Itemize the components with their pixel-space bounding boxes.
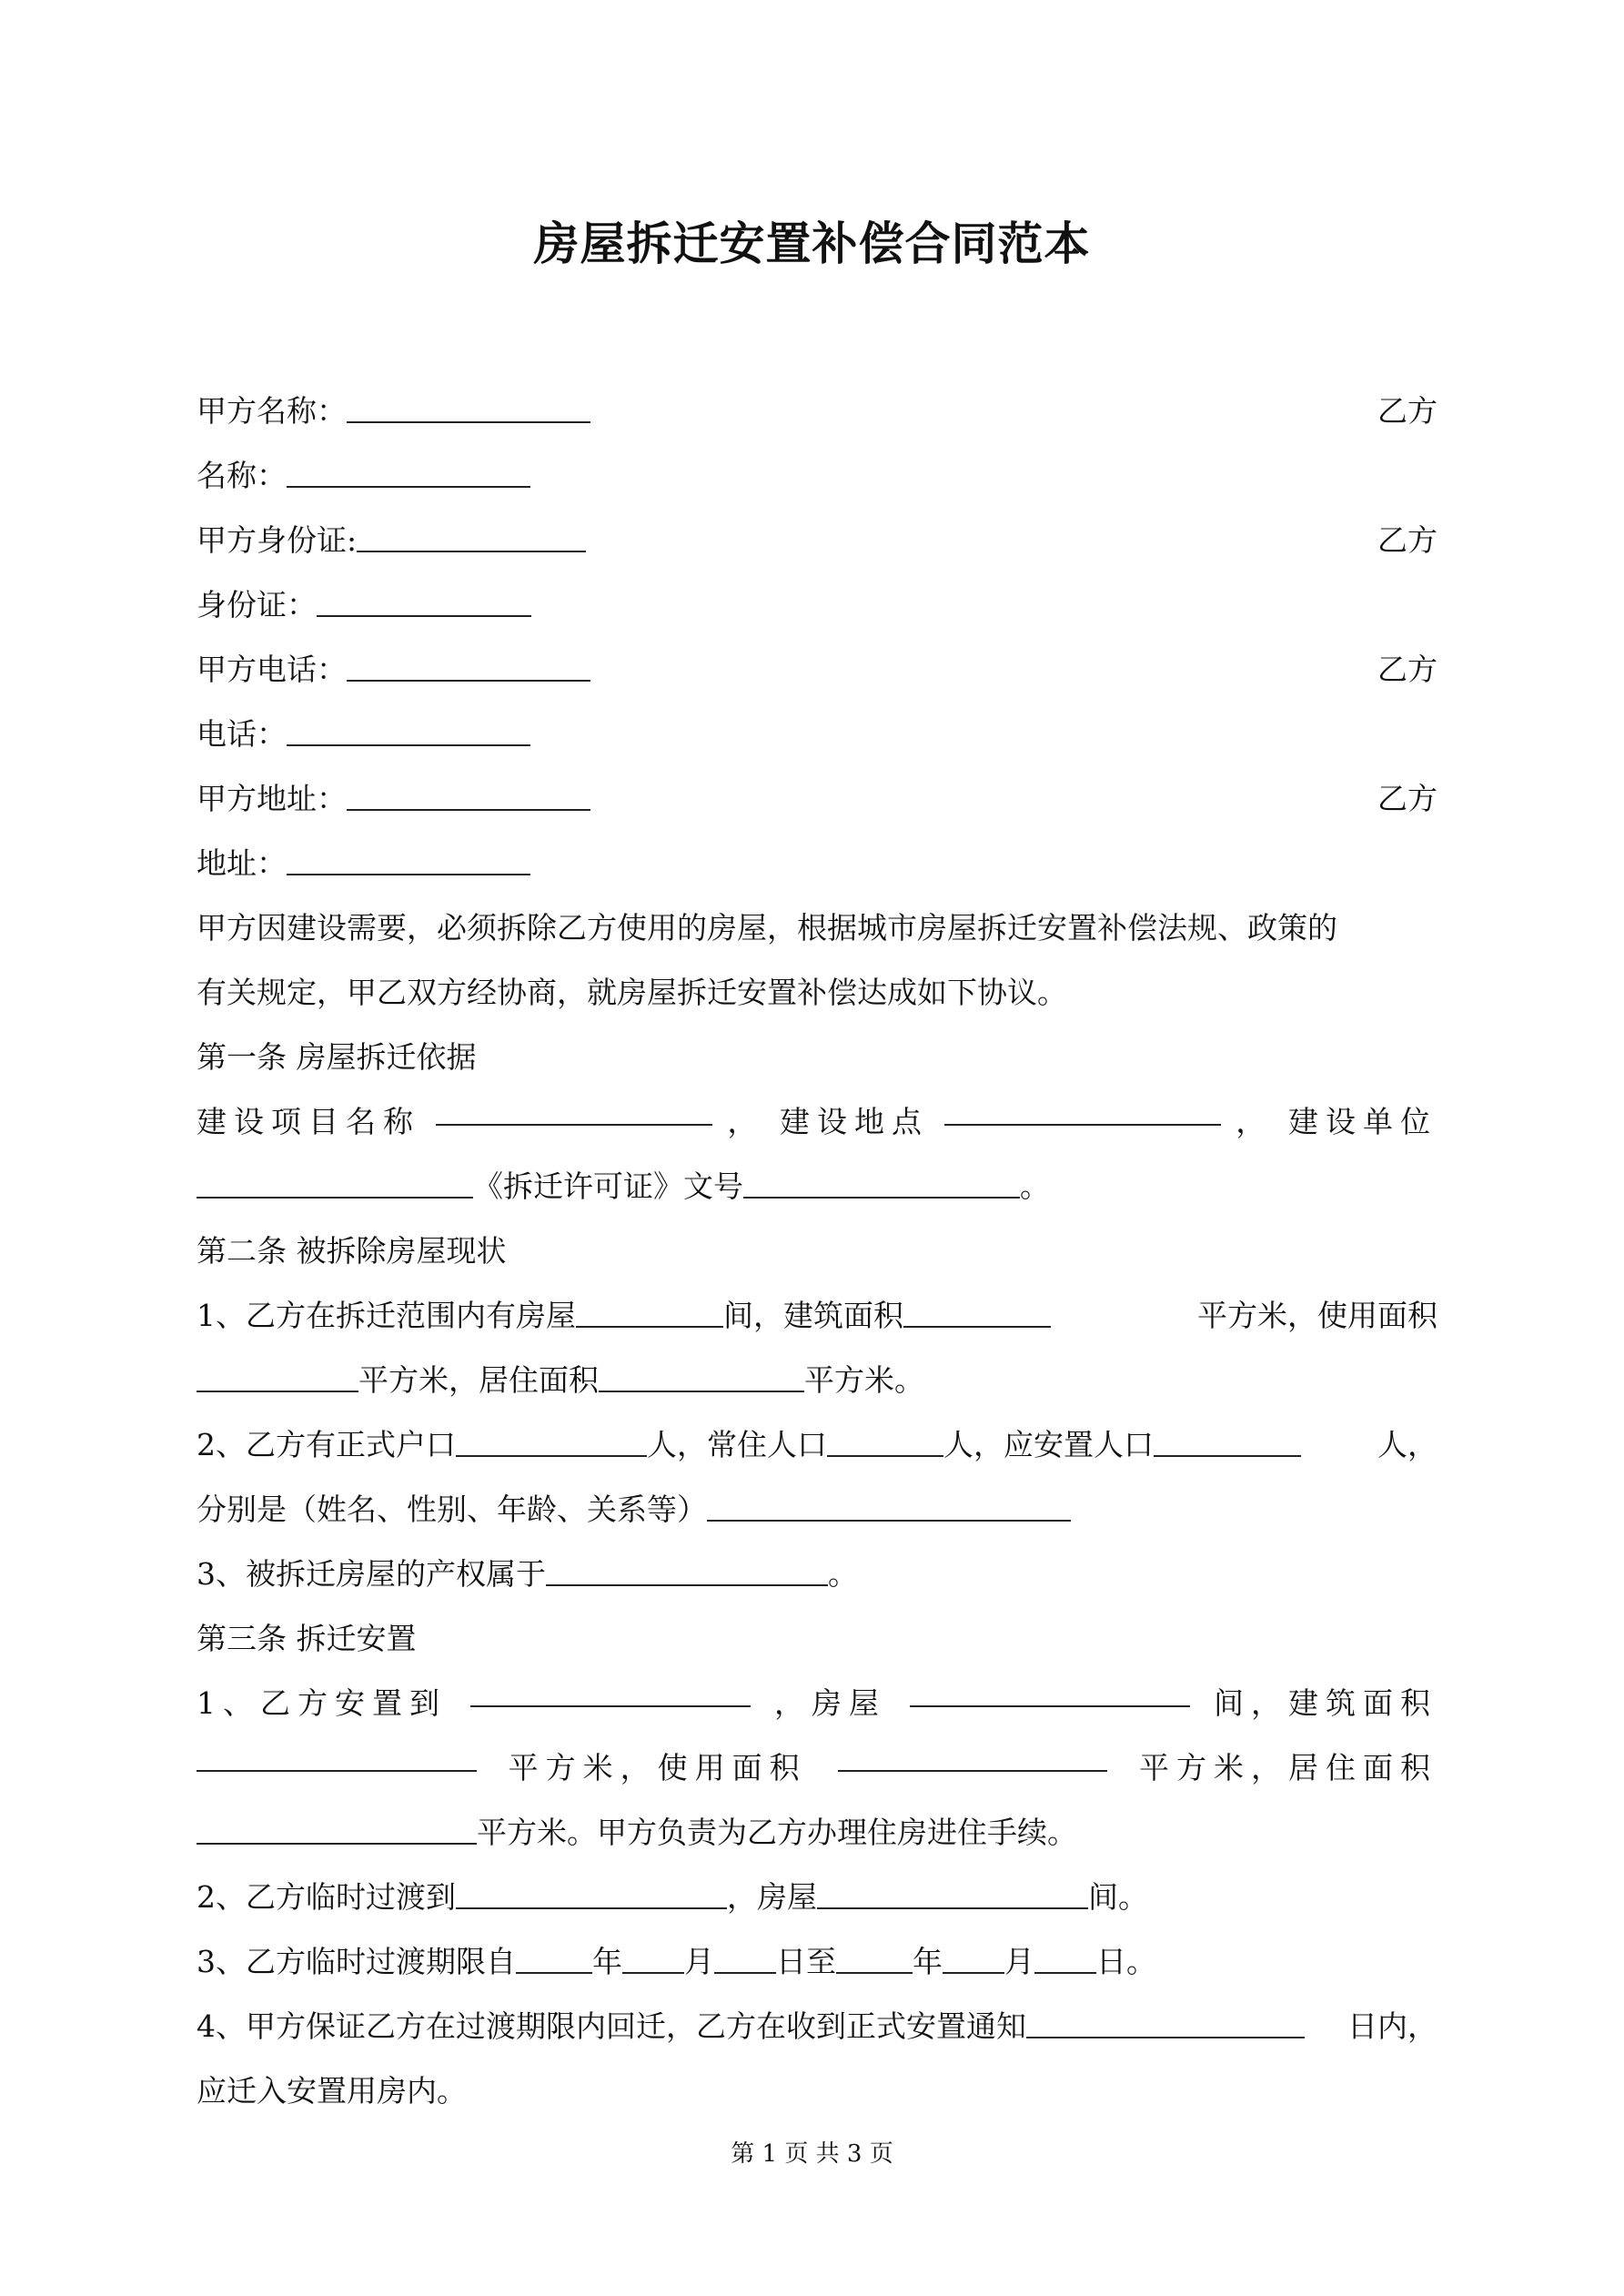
- move-in-text: 平方米。甲方负责为乙方办理住房进住手续。: [477, 1815, 1077, 1850]
- party-a-name-field[interactable]: [347, 387, 590, 423]
- party-a-name-line: [197, 379, 1437, 443]
- party-b-id-label: 身份证：: [197, 587, 317, 622]
- party-b-label: 乙方: [1377, 652, 1437, 687]
- party-b-label: 乙方: [1377, 781, 1437, 816]
- temp-location-field[interactable]: [456, 1873, 727, 1909]
- persons-detail-label: 分别是（姓名、性别、年龄、关系等）: [197, 1492, 707, 1527]
- project-name-label: 建设项目名称: [197, 1104, 420, 1139]
- building-area-label: 间，建筑面积: [1214, 1685, 1437, 1721]
- day-text: 日。: [1096, 1944, 1156, 1979]
- comma-text: ，: [1236, 1104, 1274, 1139]
- party-a-address-label: 甲方地址：: [197, 781, 347, 816]
- day-to-text: 日至: [776, 1944, 836, 1979]
- article3-item1-line3: [197, 1800, 1437, 1865]
- page-footer: 第 1 页 共 3 页: [731, 2140, 893, 2168]
- temp-transition-label: 2、乙方临时过渡到: [197, 1879, 456, 1915]
- month-text: 月: [684, 1944, 714, 1979]
- party-a-id-field[interactable]: [357, 516, 586, 552]
- house-count-label: 1、乙方在拆迁范围内有房屋: [197, 1298, 576, 1333]
- transition-period-label: 3、乙方临时过渡期限自: [197, 1944, 516, 1979]
- party-b-phone-line: [197, 702, 1437, 766]
- intro-paragraph-line1: 甲方因建设需要，必须拆除乙方使用的房屋，根据城市房屋拆迁安置补偿法规、政策的: [197, 910, 1337, 946]
- resident-count-label: 人，常住人口: [647, 1427, 827, 1462]
- building-area-field[interactable]: [903, 1291, 1051, 1328]
- notice-days-field[interactable]: [1026, 2002, 1305, 2038]
- contract-body: [197, 379, 1437, 2123]
- article2-heading: 第二条 被拆除房屋现状: [197, 1233, 507, 1269]
- month-text: 月: [1004, 1944, 1034, 1979]
- usable-area-field[interactable]: [197, 1356, 358, 1392]
- location-label: 建设地点: [779, 1104, 929, 1139]
- days-within-text: 日内，: [1347, 2008, 1437, 2044]
- temp-rooms-field[interactable]: [817, 1873, 1088, 1909]
- location-field[interactable]: [944, 1089, 1221, 1126]
- living-area-label: 平方米，居住面积: [1138, 1750, 1437, 1785]
- party-b-name-field[interactable]: [287, 451, 530, 488]
- document-title: 房屋拆迁安置补偿合同范本: [533, 217, 1091, 270]
- party-b-address-line: [197, 831, 1437, 895]
- article1-heading: 第一条 房屋拆迁依据: [197, 1039, 477, 1075]
- party-a-address-line: [197, 766, 1437, 831]
- usable-area-label: 平方米，使用面积: [508, 1750, 807, 1785]
- end-year-field[interactable]: [836, 1937, 913, 1974]
- registered-count-field[interactable]: [456, 1421, 647, 1457]
- party-a-phone-label: 甲方电话：: [197, 652, 347, 687]
- article3-item4-line1: [197, 1994, 1437, 2058]
- party-b-id-field[interactable]: [317, 581, 531, 617]
- living-area-label: 平方米，居住面积: [358, 1362, 599, 1398]
- comma-text: ，: [727, 1104, 765, 1139]
- project-name-field[interactable]: [436, 1089, 712, 1126]
- article2-item3-line: [197, 1542, 1437, 1606]
- resettle-usable-area-field[interactable]: [838, 1735, 1107, 1772]
- permit-number-field[interactable]: [743, 1162, 1020, 1199]
- resettle-count-field[interactable]: [1154, 1421, 1301, 1457]
- year-text: 年: [913, 1944, 943, 1979]
- year-text: 年: [592, 1944, 622, 1979]
- house-label: ，房屋: [727, 1879, 817, 1915]
- resettle-building-area-field[interactable]: [197, 1735, 477, 1772]
- resettle-rooms-field[interactable]: [910, 1671, 1190, 1707]
- article2-item2-line1: [197, 1412, 1437, 1477]
- start-day-field[interactable]: [714, 1937, 776, 1974]
- unit-field[interactable]: [197, 1162, 473, 1199]
- registered-residence-label: 2、乙方有正式户口: [197, 1427, 456, 1462]
- party-b-id-line: [197, 572, 1437, 637]
- article3-item1-line1: [197, 1671, 1437, 1735]
- party-a-phone-line: [197, 637, 1437, 702]
- start-month-field[interactable]: [622, 1937, 684, 1974]
- living-area-field[interactable]: [599, 1356, 804, 1392]
- period-text: 。: [828, 1556, 858, 1592]
- sqm-unit-text: 平方米。: [804, 1362, 924, 1398]
- resident-count-field[interactable]: [827, 1421, 943, 1457]
- article3-item4-line2: 应迁入安置用房内。: [197, 2073, 467, 2109]
- party-b-phone-label: 电话：: [197, 716, 287, 752]
- room-unit-text: 间。: [1088, 1879, 1148, 1915]
- resettle-location-label: 1、乙方安置到: [197, 1685, 447, 1721]
- house-label: ，房屋: [774, 1685, 886, 1721]
- return-guarantee-text: 4、甲方保证乙方在过渡期限内回迁，乙方在收到正式安置通知: [197, 2008, 1026, 2044]
- party-a-phone-field[interactable]: [347, 645, 590, 682]
- period-text: 。: [1020, 1168, 1050, 1204]
- article2-item2-line2: [197, 1477, 1437, 1542]
- resettle-count-label: 人，应安置人口: [943, 1427, 1154, 1462]
- property-owner-label: 3、被拆迁房屋的产权属于: [197, 1556, 546, 1592]
- party-a-id-label: 甲方身份证:: [197, 522, 358, 558]
- article2-item1-line2: [197, 1348, 1437, 1412]
- intro-paragraph-line2: 有关规定，甲乙双方经协商，就房屋拆迁安置补偿达成如下协议。: [197, 975, 1067, 1010]
- end-month-field[interactable]: [943, 1937, 1004, 1974]
- party-a-id-line: [197, 508, 1437, 572]
- permit-label: 《拆迁许可证》文号: [473, 1168, 743, 1204]
- article2-item1-line1: [197, 1283, 1437, 1348]
- party-b-label: 乙方: [1377, 393, 1437, 429]
- unit-label: 建设单位: [1287, 1104, 1437, 1139]
- article1-project-line: [197, 1089, 1437, 1154]
- end-day-field[interactable]: [1034, 1937, 1096, 1974]
- party-b-address-field[interactable]: [287, 839, 530, 875]
- start-year-field[interactable]: [516, 1937, 592, 1974]
- person-unit-text: 人，: [1377, 1427, 1437, 1462]
- party-a-name-label: 甲方名称：: [197, 393, 347, 429]
- usable-area-label: 平方米，使用面积: [1197, 1298, 1437, 1333]
- resettle-living-area-field[interactable]: [197, 1808, 477, 1845]
- room-count-field[interactable]: [576, 1291, 723, 1328]
- persons-detail-field[interactable]: [707, 1485, 1071, 1522]
- article3-item2-line: [197, 1865, 1437, 1929]
- resettle-location-field[interactable]: [470, 1671, 751, 1707]
- party-b-name-label: 名称：: [197, 458, 287, 493]
- article3-item3-line: [197, 1929, 1437, 1994]
- building-area-label: 间，建筑面积: [723, 1298, 903, 1333]
- party-b-name-line: [197, 443, 1437, 508]
- article1-permit-line: [197, 1154, 1437, 1219]
- party-b-label: 乙方: [1377, 522, 1437, 558]
- property-owner-field[interactable]: [546, 1550, 828, 1586]
- party-a-address-field[interactable]: [347, 774, 590, 811]
- party-b-address-label: 地址：: [197, 845, 287, 881]
- article3-heading: 第三条 拆迁安置: [197, 1621, 417, 1656]
- party-b-phone-field[interactable]: [287, 710, 530, 746]
- article3-item1-line2: [197, 1735, 1437, 1800]
